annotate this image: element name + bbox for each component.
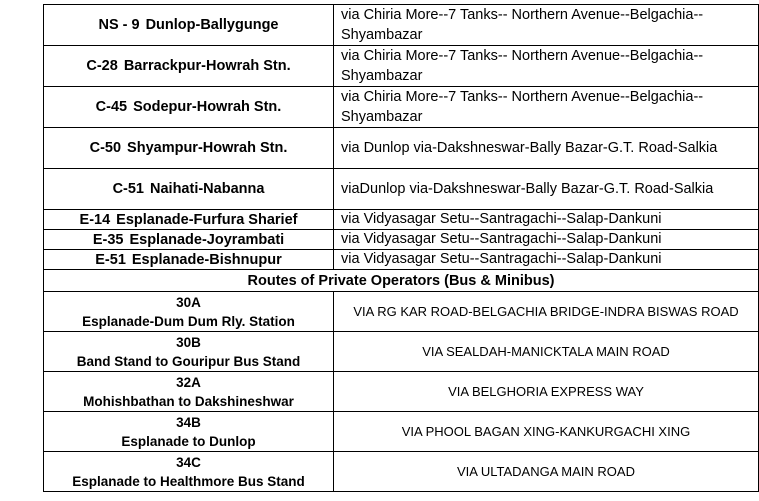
route-name-cell — [44, 128, 334, 169]
route-via: via Vidyasagar Setu--Santragachi--Salap-Dankuni — [334, 250, 759, 270]
route-name-cell — [44, 210, 334, 230]
route-name: Dunlop-Ballygunge — [145, 17, 279, 33]
route-via: via Vidyasagar Setu--Santragachi--Salap-Dankuni — [334, 210, 759, 230]
route-code: C-45 — [95, 99, 128, 115]
table-row — [44, 5, 759, 46]
route-name-cell — [44, 169, 334, 210]
table-row — [44, 372, 759, 412]
route-via: viaDunlop via-Dakshneswar-Bally Bazar-G.T. Road-Salkia — [334, 169, 759, 210]
route-number: 30B — [176, 334, 201, 350]
route-via: via Chiria More--7 Tanks-- Northern Avenue--Belgachia--Shyambazar — [334, 5, 759, 46]
route-number: 32A — [176, 374, 201, 390]
route-name: Band Stand to Gouripur Bus Stand — [76, 353, 301, 369]
route-number: 30A — [176, 294, 201, 310]
table-row — [44, 452, 759, 492]
route-name: Barrackpur-Howrah Stn. — [123, 58, 291, 74]
table-row — [44, 250, 759, 270]
route-via: VIA SEALDAH-MANICKTALA MAIN ROAD — [334, 332, 759, 372]
route-name-cell — [44, 412, 334, 452]
table-row — [44, 128, 759, 169]
table-row — [44, 292, 759, 332]
route-name-cell — [44, 46, 334, 87]
table-row — [44, 332, 759, 372]
route-name: Esplanade-Dum Dum Rly. Station — [82, 313, 295, 329]
route-name: Esplanade-Bishnupur — [131, 251, 282, 268]
route-name: Esplanade to Dunlop — [121, 433, 256, 449]
bus-routes-table — [43, 4, 759, 492]
route-via: via Chiria More--7 Tanks-- Northern Avenue--Belgachia--Shyambazar — [334, 46, 759, 87]
route-name-cell — [44, 332, 334, 372]
route-name-cell — [44, 250, 334, 270]
route-name: Naihati-Nabanna — [150, 181, 265, 197]
route-name-cell — [44, 452, 334, 492]
route-code: E-35 — [92, 231, 124, 248]
route-code: C-51 — [112, 181, 144, 197]
route-name: Esplanade to Healthmore Bus Stand — [72, 473, 305, 489]
section-title: Routes of Private Operators (Bus & Minibus) — [44, 270, 759, 292]
route-name: Mohishbathan to Dakshineshwar — [83, 393, 294, 409]
route-via: via Chiria More--7 Tanks-- Northern Avenue--Belgachia--Shyambazar — [334, 87, 759, 128]
route-code: C-50 — [89, 140, 122, 156]
route-name-cell — [44, 292, 334, 332]
route-via: VIA ULTADANGA MAIN ROAD — [334, 452, 759, 492]
route-name-cell — [44, 372, 334, 412]
route-name: Shyampur-Howrah Stn. — [127, 140, 288, 156]
route-code: E-14 — [79, 211, 111, 228]
route-via: VIA PHOOL BAGAN XING-KANKURGACHI XING — [334, 412, 759, 452]
route-name: Esplanade-Joyrambati — [129, 231, 285, 248]
route-name: Sodepur-Howrah Stn. — [133, 99, 282, 115]
route-code: C-28 — [86, 58, 118, 74]
table-row — [44, 230, 759, 250]
route-name-cell — [44, 5, 334, 46]
table-row — [44, 169, 759, 210]
route-name-cell — [44, 87, 334, 128]
route-code: NS - 9 — [98, 17, 140, 33]
route-number: 34B — [176, 414, 201, 430]
route-name: Esplanade-Furfura Sharief — [116, 211, 298, 228]
route-via: VIA RG KAR ROAD-BELGACHIA BRIDGE-INDRA BISWAS ROAD — [334, 292, 759, 332]
section-header-row — [44, 270, 759, 292]
route-via: via Dunlop via-Dakshneswar-Bally Bazar-G.T. Road-Salkia — [334, 128, 759, 169]
table-row — [44, 46, 759, 87]
route-via: via Vidyasagar Setu--Santragachi--Salap-Dankuni — [334, 230, 759, 250]
table-row — [44, 210, 759, 230]
route-via: VIA BELGHORIA EXPRESS WAY — [334, 372, 759, 412]
table-row — [44, 87, 759, 128]
route-name-cell — [44, 230, 334, 250]
route-number: 34C — [176, 454, 201, 470]
route-code: E-51 — [95, 251, 126, 268]
table-row — [44, 412, 759, 452]
